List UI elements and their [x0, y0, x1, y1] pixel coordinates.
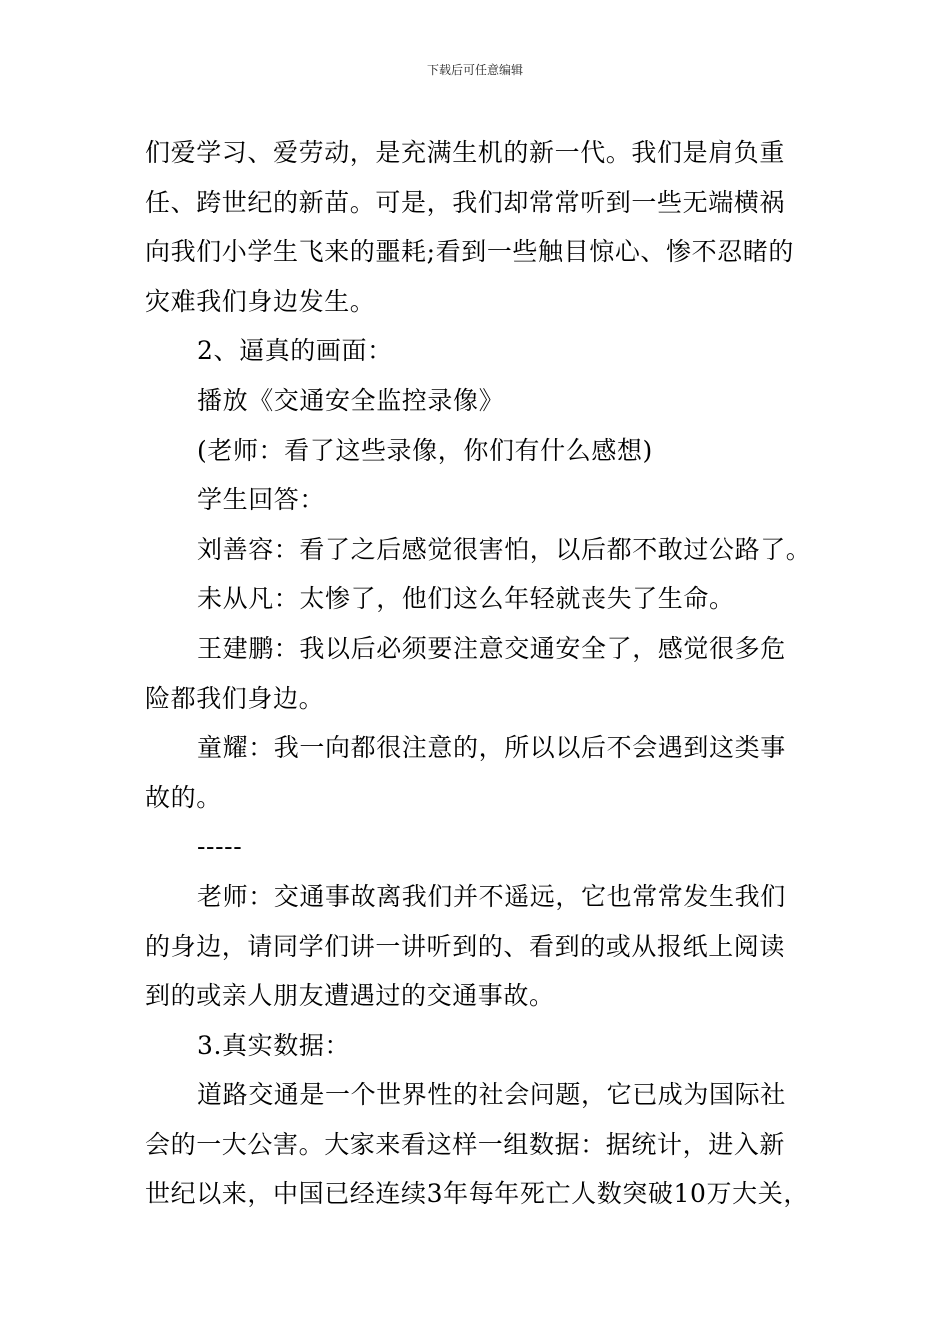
- section-heading: 3.真实数据：: [197, 1030, 351, 1060]
- text-line: (老师：看了这些录像，你们有什么感想): [197, 435, 653, 465]
- text-line: 到的或亲人朋友遭遇过的交通事故。: [145, 981, 555, 1011]
- text-line: 们爱学习、爱劳动，是充满生机的新一代。我们是肩负重: [145, 138, 786, 167]
- text-line: 播放《交通安全监控录像》: [197, 385, 505, 415]
- section-heading: 2、逼真的画面：: [197, 336, 393, 366]
- text-line: 灾难我们身边发生。: [145, 286, 376, 316]
- text-line: 学生回答：: [197, 485, 326, 515]
- text-line: 任、跨世纪的新苗。可是，我们却常常听到一些无端横祸: [145, 187, 786, 217]
- text-line: 未从凡：太惨了，他们这么年轻就丧失了生命。: [197, 584, 735, 614]
- document-body: [145, 128, 815, 1219]
- text-line: 险都我们身边。: [145, 683, 325, 713]
- text-line: 童耀：我一向都很注意的，所以以后不会遇到这类事: [197, 733, 786, 763]
- page-header: 下载后可任意编辑: [426, 63, 523, 77]
- text-line: 向我们小学生飞来的噩耗;看到一些触目惊心、惨不忍睹的: [145, 237, 795, 267]
- text-line: 道路交通是一个世界性的社会问题，它已成为国际社: [197, 1080, 786, 1110]
- text-line: 的身边，请同学们讲一讲听到的、看到的或从报纸上阅读: [145, 931, 786, 961]
- text-line: 王建鹏：我以后必须要注意交通安全了，感觉很多危: [197, 633, 786, 663]
- text-line: 世纪以来，中国已经连续3年每年死亡人数突破10万大关，: [145, 1179, 809, 1209]
- separator-dashes: -----: [197, 832, 243, 862]
- text-line: 会的一大公害。大家来看这样一组数据：据统计，进入新: [145, 1129, 786, 1159]
- text-line: 故的。: [145, 782, 222, 812]
- text-line: 老师：交通事故离我们并不遥远，它也常常发生我们: [197, 881, 786, 911]
- text-line: 刘善容：看了之后感觉很害怕，以后都不敢过公路了。: [197, 534, 812, 564]
